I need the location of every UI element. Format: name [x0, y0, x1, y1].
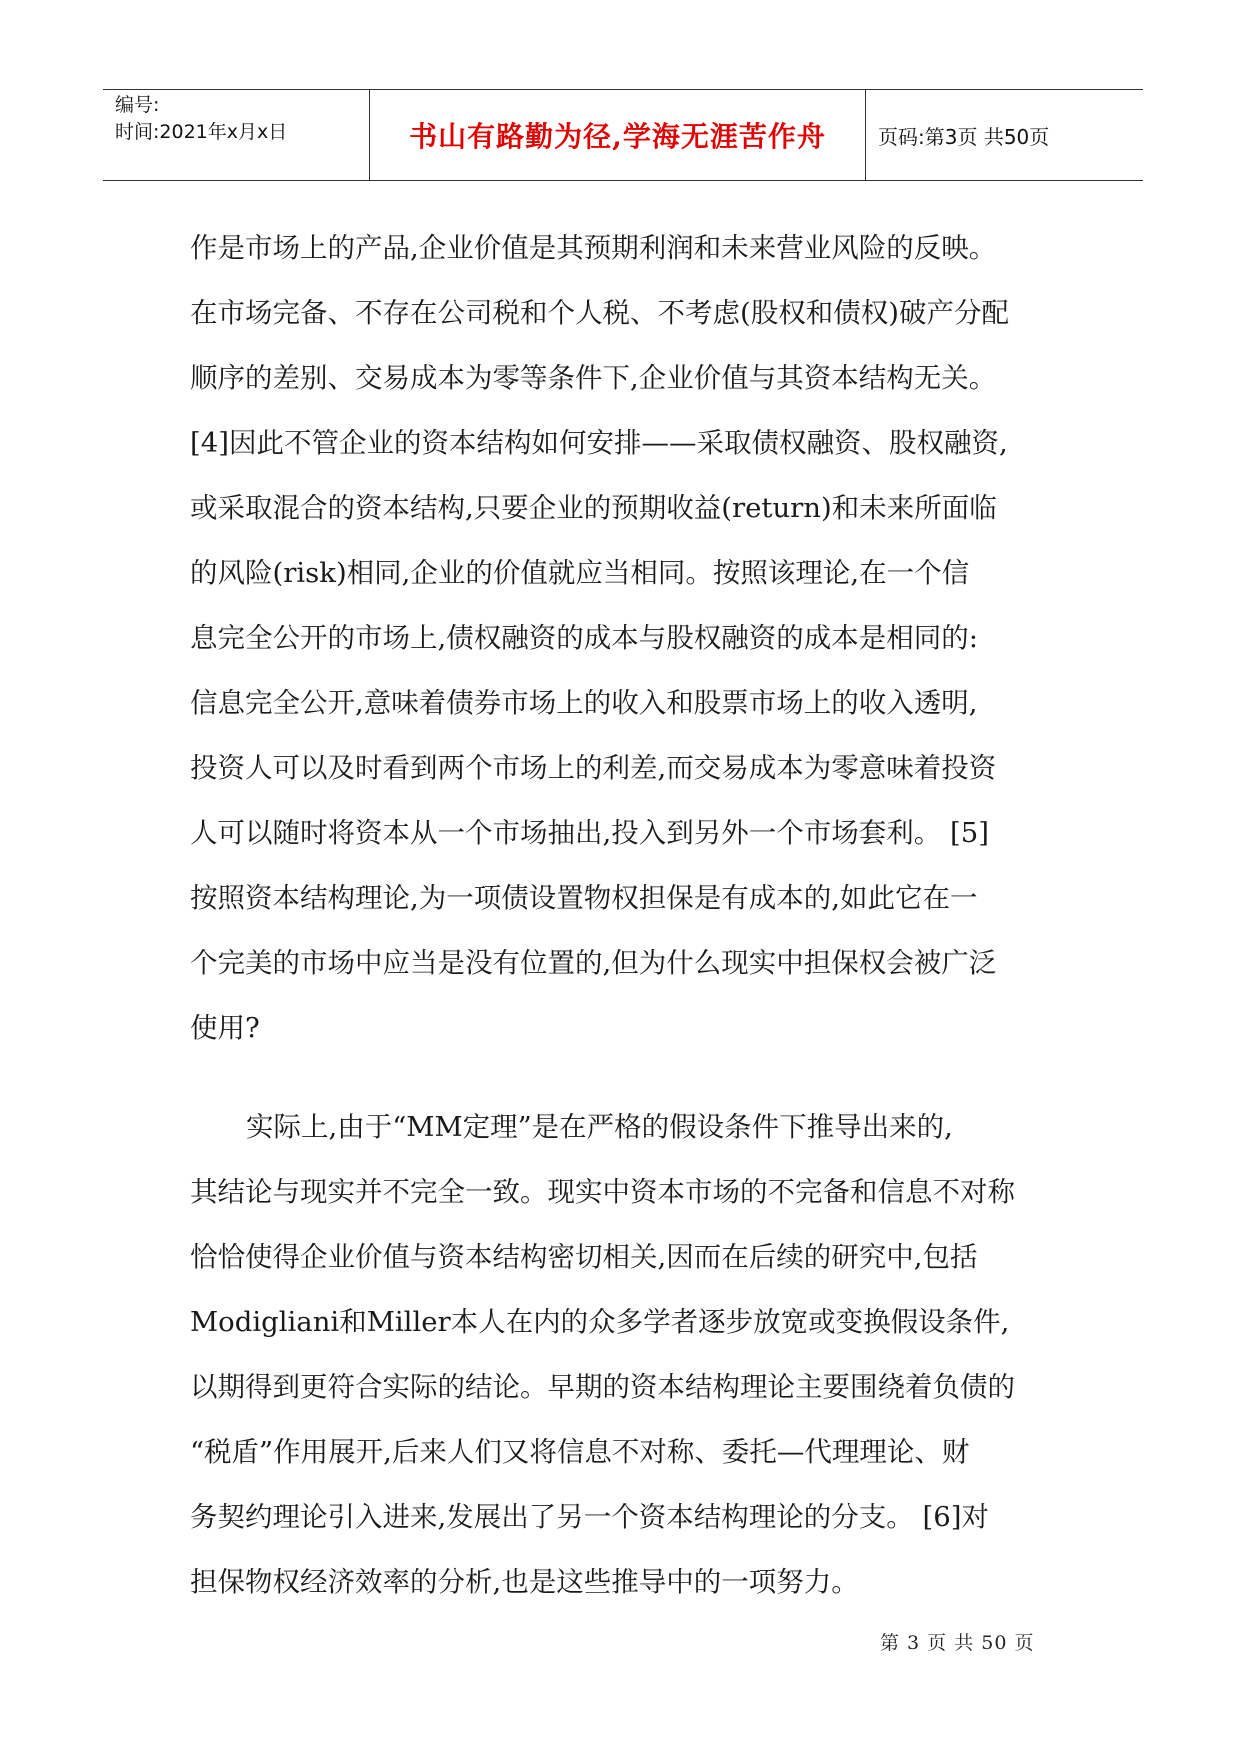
header-motto-cell	[369, 90, 866, 180]
text-line: 按照资本结构理论,为一项债设置物权担保是有成本的,如此它在一	[190, 882, 978, 914]
text-line: 其结论与现实并不完全一致。现实中资本市场的不完备和信息不对称	[190, 1176, 1015, 1208]
text-line: [4]因此不管企业的资本结构如何安排——采取债权融资、股权融资,	[190, 427, 1008, 459]
text-line: “税盾”作用展开,后来人们又将信息不对称、委托—代理理论、财	[190, 1436, 970, 1468]
text-line: 使用?	[190, 1012, 260, 1044]
text-line: 以期得到更符合实际的结论。早期的资本结构理论主要围绕着负债的	[190, 1371, 1015, 1403]
document-number-label: 编号:	[115, 94, 160, 116]
text-line: 在市场完备、不存在公司税和个人税、不考虑(股权和债权)破产分配	[190, 297, 1009, 329]
paragraph	[190, 216, 1085, 1061]
text-line: 投资人可以及时看到两个市场上的利差,而交易成本为零意味着投资	[190, 752, 997, 784]
text-line: 务契约理论引入进来,发展出了另一个资本结构理论的分支。 [6]对	[190, 1501, 989, 1533]
text-line: 作是市场上的产品,企业价值是其预期利润和未来营业风险的反映。	[190, 232, 997, 264]
text-line: 实际上,由于“MM定理”是在严格的假设条件下推导出来的,	[246, 1111, 953, 1143]
text-line: 个完美的市场中应当是没有位置的,但为什么现实中担保权会被广泛	[190, 947, 997, 979]
text-line: 的风险(risk)相同,企业的价值就应当相同。按照该理论,在一个信	[190, 557, 970, 589]
text-line: 担保物权经济效率的分析,也是这些推导中的一项努力。	[190, 1566, 859, 1598]
header-page-code: 页码:第3页 共50页	[878, 124, 1050, 149]
text-line: 或采取混合的资本结构,只要企业的预期收益(return)和未来所面临	[190, 492, 997, 524]
header-meta	[103, 90, 369, 180]
text-line: 息完全公开的市场上,债权融资的成本与股权融资的成本是相同的:	[190, 622, 979, 654]
text-line: 人可以随时将资本从一个市场抽出,投入到另外一个市场套利。 [5]	[190, 817, 989, 849]
footer-page-indicator: 第 3 页 共 50 页	[880, 1632, 1035, 1654]
document-body	[190, 216, 1085, 1615]
text-line: 顺序的差别、交易成本为零等条件下,企业价值与其资本结构无关。	[190, 362, 997, 394]
text-line: 信息完全公开,意味着债券市场上的收入和股票市场上的收入透明,	[190, 687, 978, 719]
document-header	[103, 89, 1143, 181]
text-line: 恰恰使得企业价值与资本结构密切相关,因而在后续的研究中,包括	[190, 1241, 978, 1273]
paragraph-spacer	[190, 1061, 1085, 1095]
document-time-label: 时间:2021年x月x日	[115, 121, 288, 143]
paragraph	[190, 1095, 1085, 1615]
text-line: Modigliani和Miller本人在内的众多学者逐步放宽或变换假设条件,	[190, 1306, 1010, 1338]
header-motto: 书山有路勤为径,学海无涯苦作舟	[409, 120, 826, 153]
